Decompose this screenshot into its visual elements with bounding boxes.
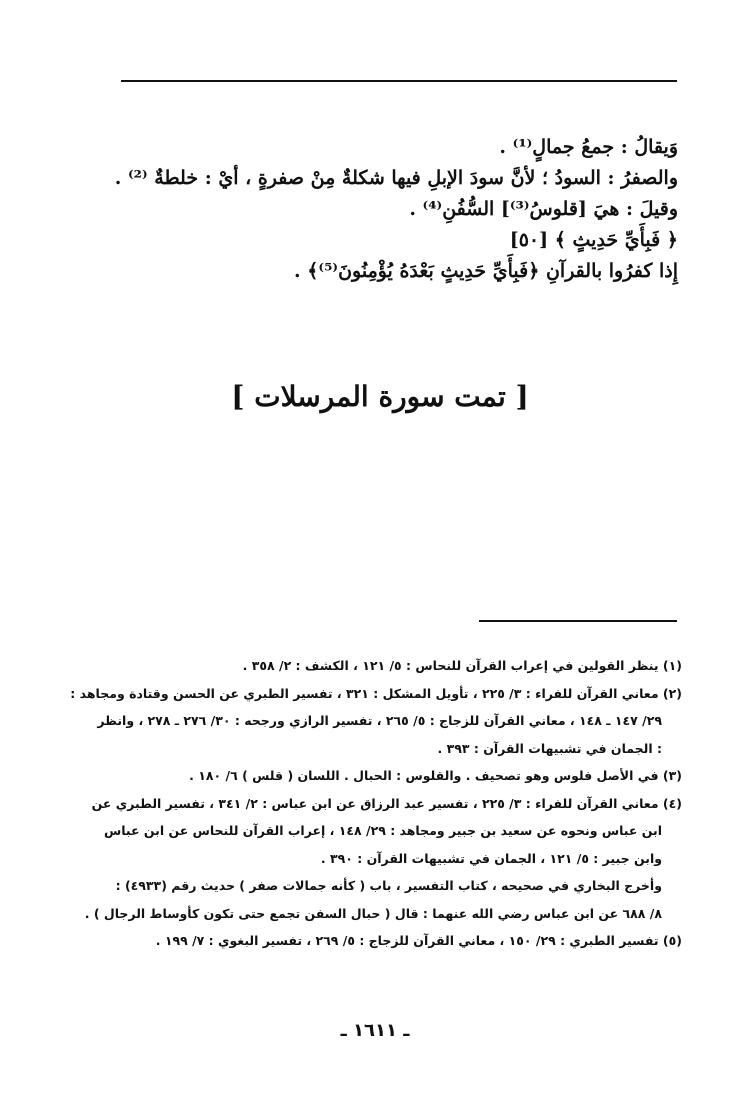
body-line: وقيلَ : هيَ [قلوسُ⁽³⁾] السُّفُنِ⁽⁴⁾ . — [409, 198, 678, 220]
footnote-continuation: ٨/ ٦٨٨ عن ابن عباس رضي الله عنهما : قال ( حبال السفن تجمع حتى تكون كأوساط الرجال ) . — [84, 905, 662, 921]
body-line: وَيقالُ : جمعُ جمالٍ⁽¹⁾ . — [499, 136, 678, 158]
body-line: والصفرُ : السودُ ؛ لأنَّ سودَ الإبلِ فيها شكلةٌ مِنْ صفرةٍ ، أيْ : خلطةٌ ⁽²⁾ . — [114, 167, 678, 189]
body-line: إِذا كفرُوا بالقرآنِ ﴿فَبِأَيِّ حَدِيثٍ بَعْدَهُ يُؤْمِنُونَ⁽⁵⁾﴾ . — [294, 260, 678, 282]
footnote: (٢) معاني القرآن للفراء : ٣/ ٢٢٥ ، تأويل المشكل : ٣٢١ ، تفسير الطبري عن الحسن وقتادة ومجاهد : — [70, 685, 682, 701]
page-number: ـ ١٦١١ ـ — [340, 1020, 410, 1041]
footnote: (١) ينظر القولين في إعراب القرآن للنحاس : ٥/ ١٢١ ، الكشف : ٢/ ٣٥٨ . — [242, 658, 682, 673]
footnote: (٥) تفسير الطبري : ٢٩/ ١٥٠ ، معاني القرآن للزجاج : ٥/ ٢٦٩ ، تفسير البغوي : ٧/ ١٩٩ . — [155, 933, 682, 948]
footnote-continuation: وابن جبير : ٥/ ١٢١ ، الجمان في تشبيهات القرآن : ٣٩٠ . — [320, 850, 662, 866]
main-text — [110, 132, 678, 287]
footnotes — [70, 652, 682, 955]
footnote: (٣) في الأصل فلوس وهو تصحيف . والقلوس : الحبال . اللسان ( قلس ) ٦/ ١٨٠ . — [189, 768, 682, 783]
body-line: ﴿ فَبِأَيِّ حَدِيثٍ ﴾ [٥٠] — [509, 229, 678, 251]
surah-end-heading: [ تمت سورة المرسلات ] — [231, 380, 529, 413]
footnote: (٤) معاني القرآن للفراء : ٣/ ٢٢٥ ، تفسير عبد الرزاق عن ابن عباس : ٢/ ٣٤١ ، تفسير الطبري عن — [91, 795, 682, 811]
header-rule — [121, 80, 677, 82]
footnote-continuation: ابن عباس ونحوه عن سعيد بن جبير ومجاهد : ٢٩/ ١٤٨ ، إعراب القرآن للنحاس عن ابن عباس — [103, 823, 662, 838]
footnote-continuation: وأخرج البخاري في صحيحه ، كتاب التفسير ، باب ( كأنه جمالات صفر ) حديث رقم (٤٩٣٣) : — [115, 878, 662, 893]
footnote-separator — [479, 620, 677, 622]
footnote-continuation: : الجمان في تشبيهات القرآن : ٣٩٣ . — [437, 740, 662, 756]
footnote-continuation: ٢٩/ ١٤٧ ـ ١٤٨ ، معاني القرآن للزجاج : ٥/ ٢٦٥ ، تفسير الرازي ورجحه : ٣٠/ ٢٧٦ ـ ٢٧٨ ، وانظر — [97, 713, 662, 728]
